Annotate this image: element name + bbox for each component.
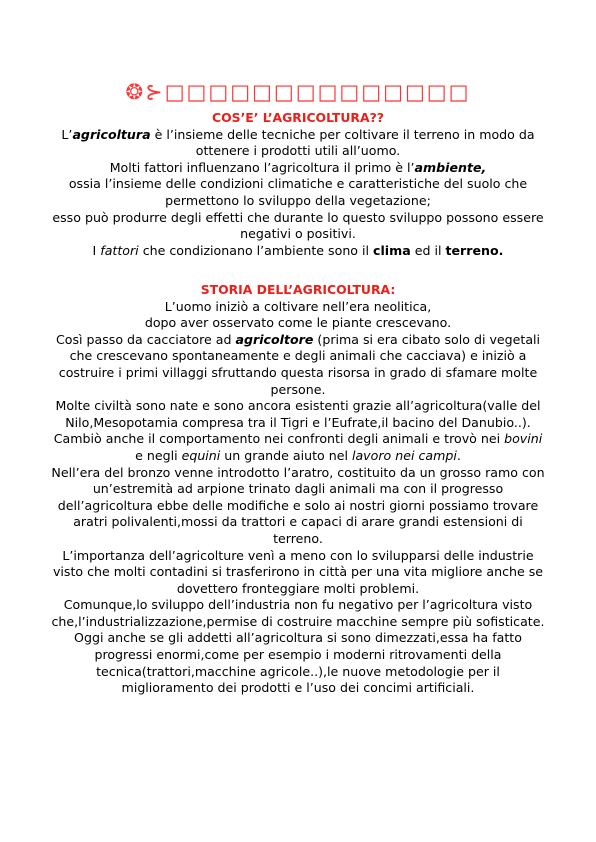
paragraph-line xyxy=(40,127,556,144)
paragraph-line: L’importanza dell’agricolture venì a meno con lo svilupparsi delle industrie xyxy=(62,547,534,563)
page-title: ❂⊱□□□□□□□□□□□□□□ xyxy=(125,80,471,104)
text-run: (prima si era cibato solo di vegetali xyxy=(313,331,541,347)
paragraph-line xyxy=(40,226,556,243)
text-run: Così passo da cacciatore ad xyxy=(55,331,236,347)
term-equini: equini xyxy=(181,447,221,463)
paragraph-line: dopo aver osservato come le piante crescevano. xyxy=(144,315,452,331)
paragraph-line: Nilo,Mesopotamia compresa tra il Tigri e l’Eufrate,il bacino del Danubio..). xyxy=(65,414,531,430)
text-run: un grande aiuto nel xyxy=(220,447,352,463)
text-run: e negli xyxy=(135,447,182,463)
text-run: è l’insieme delle tecniche per coltivare il terreno in modo da xyxy=(150,126,535,142)
paragraph-line: Comunque,lo sviluppo dell’industria non fu negativo per l’agricoltura visto xyxy=(63,597,533,613)
term-agricoltore: agricoltore xyxy=(235,331,314,347)
text-run: . xyxy=(456,447,461,463)
text-run: ottenere i prodotti utili all’uomo. xyxy=(195,143,401,159)
paragraph-line xyxy=(40,332,556,349)
paragraph-line xyxy=(40,448,556,465)
section-history xyxy=(40,282,556,697)
section-what-is-agriculture xyxy=(40,110,556,259)
paragraph-line: terreno. xyxy=(273,530,323,546)
text-run: L’ xyxy=(61,126,73,142)
text-run: Molti fattori influenzano l’agricoltura il primo è l’ xyxy=(109,159,415,175)
paragraph-line xyxy=(40,431,556,448)
paragraph-line: Nell’era del bronzo venne introdotto l’aratro, costituito da un grosso ramo con xyxy=(51,464,545,480)
paragraph-line xyxy=(40,243,556,260)
term-clima: clima xyxy=(373,242,411,258)
text-run: ossia l’insieme delle condizioni climatiche e caratteristiche del suolo che xyxy=(68,176,528,192)
term-agricoltura: agricoltura xyxy=(72,126,151,142)
paragraph-line: dell’agricoltura ebbe delle modifiche e solo ai nostri giorni possiamo trovare xyxy=(57,497,539,513)
text-run: ed il xyxy=(410,242,446,258)
paragraph-line: miglioramento dei prodotti e l’uso dei concimi artificiali. xyxy=(121,680,475,696)
paragraph-line xyxy=(40,160,556,177)
term-fattori: fattori xyxy=(100,242,139,258)
section-heading: COS’E’ L’AGRICOLTURA?? xyxy=(212,110,384,125)
paragraph-line xyxy=(40,143,556,160)
paragraph-line: aratri polivalenti,mossi da trattori e capaci di arare grandi estensioni di xyxy=(73,514,523,530)
paragraph-line: progressi enormi,come per esempio i moderni ritrovamenti della xyxy=(94,647,502,663)
section-heading: STORIA DELL’AGRICOLTURA: xyxy=(200,282,396,297)
paragraph-line xyxy=(40,176,556,193)
paragraph-line: tecnica(trattori,macchine agricole..),le nuove metodologie per il xyxy=(96,663,500,679)
paragraph-line: che crescevano spontaneamente e degli animali che cacciava) e iniziò a xyxy=(69,348,527,364)
text-run: esso può produrre degli effetti che durante lo questo sviluppo possono essere xyxy=(52,209,544,225)
paragraph-line: visto che molti contadini si trasferirono in città per una vita migliore anche se xyxy=(52,564,544,580)
paragraph-line: persone. xyxy=(270,381,326,397)
paragraph-line: costruire i primi villaggi sfruttando questa risorsa in grado di sfamare molte xyxy=(58,364,538,380)
paragraph-line: dovettero fronteggiare molti problemi. xyxy=(176,580,420,596)
text-run: permettono lo sviluppo della vegetazione; xyxy=(165,192,431,208)
text-run: negativi o positivi. xyxy=(240,226,356,242)
paragraph-line: Molte civiltà sono nate e sono ancora esistenti grazie all’agricoltura(valle del xyxy=(55,398,541,414)
text-run: I xyxy=(92,242,101,258)
term-terreno: terreno. xyxy=(445,242,504,258)
text-run: che condizionano l’ambiente sono il xyxy=(138,242,374,258)
paragraph-line: Oggi anche se gli addetti all’agricoltura si sono dimezzati,essa ha fatto xyxy=(74,630,522,646)
term-bovini: bovini xyxy=(504,431,543,447)
paragraph-line: L’uomo iniziò a coltivare nell’era neolitica, xyxy=(164,298,432,314)
paragraph-line: un’estremità ad arpione trinato dagli animali ma con il progresso xyxy=(92,481,504,497)
text-run: Cambiò anche il comportamento nei confronti degli animali e trovò nei xyxy=(53,431,505,447)
paragraph-line xyxy=(40,193,556,210)
paragraph-line: che,l’industrializzazione,permise di costruire macchine sempre più sofisticate. xyxy=(51,613,545,629)
paragraph-line xyxy=(40,210,556,227)
term-ambiente: ambiente, xyxy=(414,159,487,175)
term-lavoro-nei-campi: lavoro nei campi xyxy=(351,447,457,463)
